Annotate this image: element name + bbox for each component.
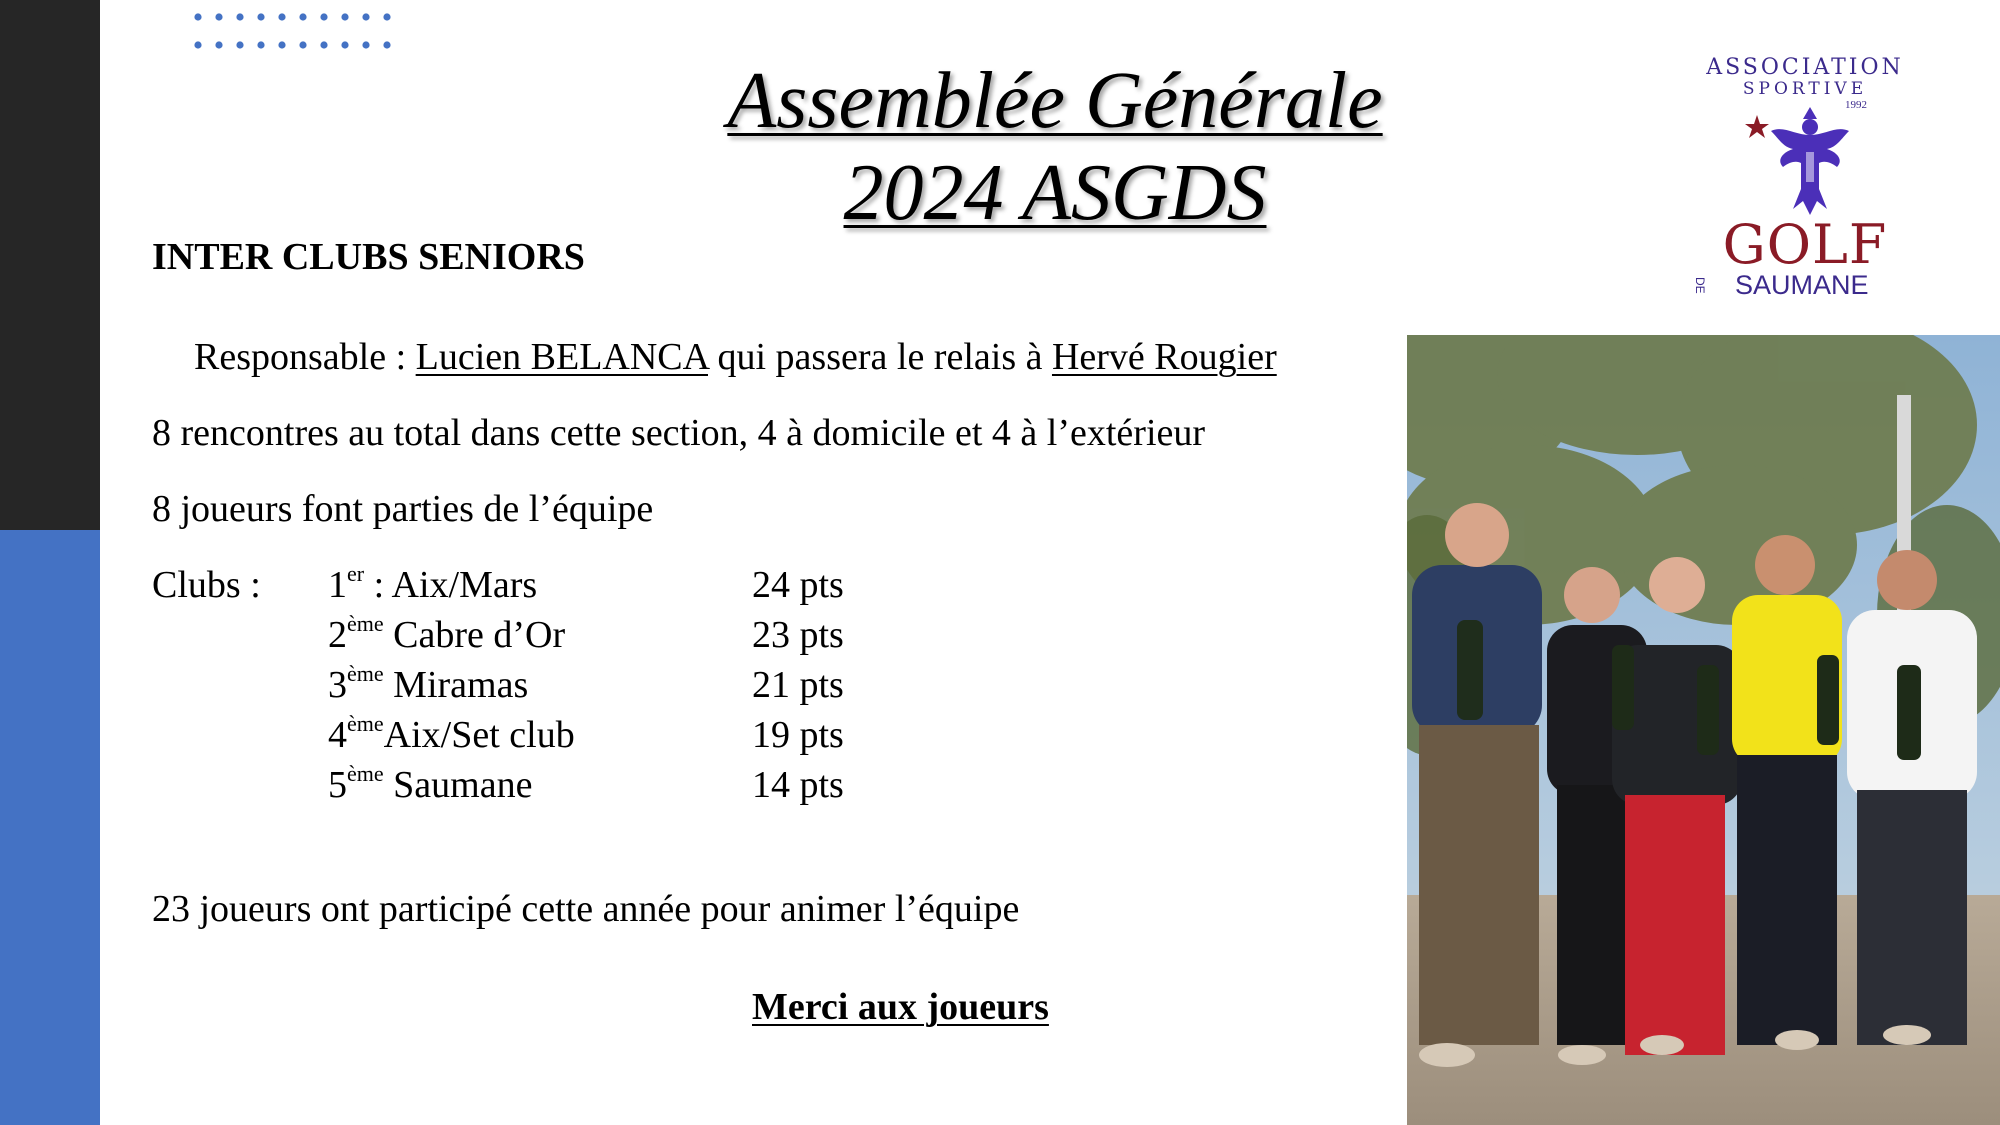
responsable-middle: qui passera le relais à xyxy=(708,336,1052,378)
page-title xyxy=(640,55,1470,239)
ranking-row-4 xyxy=(328,712,575,758)
rank-suffix: ème xyxy=(347,611,384,636)
logo-de: DE xyxy=(1693,277,1707,294)
club-name: Aix/Set club xyxy=(383,714,575,756)
ranking-row-5 xyxy=(328,762,532,808)
ranking-points-3: 21 pts xyxy=(752,664,844,706)
club-name: Saumane xyxy=(383,764,533,806)
ranking-row-1 xyxy=(328,562,537,608)
title-line-2: 2024 ASGDS xyxy=(843,149,1267,237)
decorative-dots xyxy=(192,10,392,54)
ranking-points-2: 23 pts xyxy=(752,614,844,656)
eagle-emblem-icon xyxy=(1735,97,1885,222)
rank-suffix: ème xyxy=(347,711,384,736)
ranking-points-5: 14 pts xyxy=(752,764,844,806)
logo-year: 1992 xyxy=(1845,99,1867,111)
clubs-label: Clubs : xyxy=(152,564,261,606)
responsable-name-1: Lucien BELANCA xyxy=(415,336,708,378)
responsable-line xyxy=(194,334,1277,380)
ranking-row-3 xyxy=(328,662,528,708)
logo-sportive: SPORTIVE xyxy=(1742,79,1868,99)
club-name: Cabre d’Or xyxy=(383,614,566,656)
rank-suffix: ème xyxy=(347,761,384,786)
logo-saumane: SAUMANE xyxy=(1735,270,1869,300)
club-name: Miramas xyxy=(383,664,529,706)
logo-golf: GOLF xyxy=(1722,213,1888,276)
left-dark-bar xyxy=(0,0,100,530)
responsable-name-2: Hervé Rougier xyxy=(1051,336,1277,378)
info-rencontres: 8 rencontres au total dans cette section, 4 à domicile et 4 à l’extérieur xyxy=(152,412,1206,454)
logo-association: ASSOCIATION xyxy=(1706,55,1904,80)
left-blue-bar xyxy=(0,530,100,1125)
club-logo xyxy=(1695,55,1915,305)
rank-number: 2 xyxy=(328,614,347,656)
rank-suffix: ème xyxy=(347,661,384,686)
rank-number: 5 xyxy=(328,764,347,806)
responsable-prefix: Responsable : xyxy=(194,336,416,378)
merci-text: Merci aux joueurs xyxy=(752,986,1049,1028)
info-joueurs: 8 joueurs font parties de l’équipe xyxy=(152,488,654,530)
ranking-points-4: 19 pts xyxy=(752,714,844,756)
team-photo xyxy=(1407,335,2000,1125)
info-participants: 23 joueurs ont participé cette année pour animer l’équipe xyxy=(152,888,1020,930)
rank-suffix: er xyxy=(347,561,365,586)
ranking-points-1: 24 pts xyxy=(752,564,844,606)
rank-number: 3 xyxy=(328,664,347,706)
section-heading: INTER CLUBS SENIORS xyxy=(152,236,585,278)
rank-number: 4 xyxy=(328,714,347,756)
title-line-1: Assemblée Générale xyxy=(727,57,1383,145)
ranking-row-2 xyxy=(328,612,565,658)
rank-number: 1 xyxy=(328,564,347,606)
club-name: : Aix/Mars xyxy=(364,564,538,606)
